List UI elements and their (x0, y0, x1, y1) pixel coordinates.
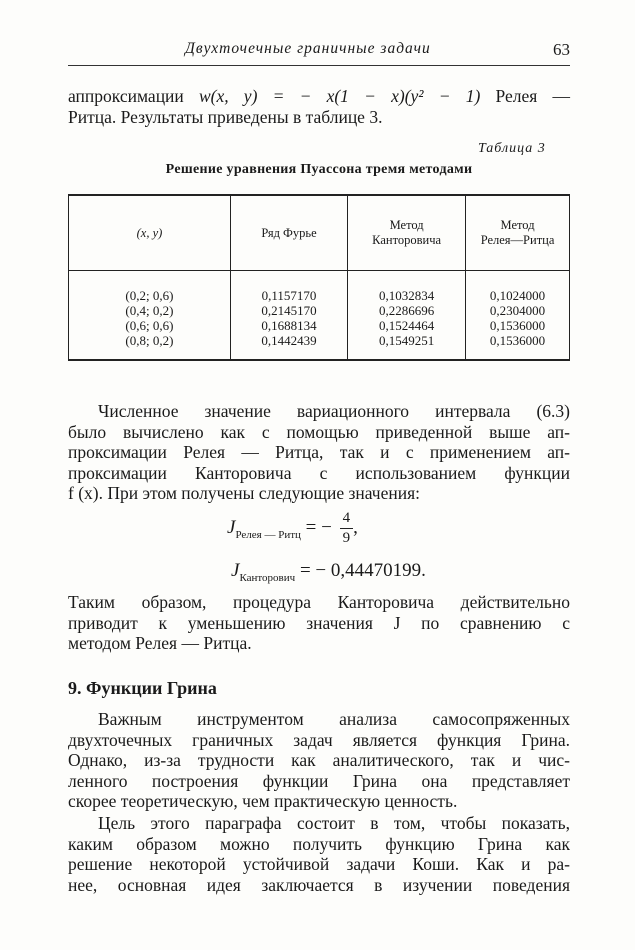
header-rule (68, 65, 570, 66)
formula-kantorovich: $J_{Канторович}$ = − 0,44470199. (231, 560, 426, 584)
text-line: Таким образом, процедура Канторовича действительно (68, 592, 570, 612)
table-row: (0,4; 0,2) 0,2145170 0,2286696 0,2304000 (69, 303, 570, 318)
text-line: проксимации Канторовича с использованием функции (68, 462, 570, 483)
page-number: 63 (553, 40, 570, 59)
text-line: каким образом можно получить функцию Грина как (68, 833, 570, 854)
formula-rayleigh-ritz: $J_{Релея — Ритц}$ = − $\frac{4}{9}$ , (227, 510, 358, 546)
text-line: Однако, из-за трудности как аналитического, так и чис- (68, 750, 570, 771)
text-line: Численное значение вариационного интервала (6.3) (98, 401, 570, 421)
text-line: f (x). При этом получены следующие значения: (68, 483, 421, 504)
paragraph-green-goal (68, 813, 570, 895)
paragraph-green-intro (68, 709, 570, 812)
fraction: $\frac{4}{9}$ (340, 510, 354, 547)
text-line: Цель этого параграфа состоит в том, чтобы показать, (98, 813, 570, 833)
section-heading: 9. Функции Грина (68, 678, 217, 698)
text-line: проксимации Релея — Ритца, так и с применением ап- (68, 442, 570, 463)
text-line: двухточечных граничных задач является функция Грина. (68, 729, 570, 750)
text-line: решение некоторой устойчивой задачи Коши. Как и ра- (68, 854, 570, 875)
text-line: Важным инструментом анализа самосопряженных (98, 709, 570, 729)
text-line: было вычислено как с помощью приведенной выше ап- (68, 421, 570, 442)
inline-formula: w(x, y) = − x(1 − x)(y² − 1) (198, 86, 481, 106)
column-header-xy: (x, y) (69, 195, 231, 271)
column-header-fourier: Ряд Фурье (230, 195, 347, 271)
table-caption: Таблица 3 (478, 141, 546, 156)
text-line: приводит к уменьшению значения J по сравнению с (68, 612, 570, 633)
table-row: (0,8; 0,2) 0,1442439 0,1549251 0,1536000 (69, 333, 570, 360)
running-title: Двухточечные граничные задачи (185, 40, 431, 57)
text-line: Ритца. Результаты приведены в таблице 3. (68, 106, 383, 127)
text-line: методом Релея — Ритца. (68, 633, 252, 654)
results-table (68, 194, 570, 361)
column-header-rayleigh-ritz: Метод Релея—Ритца (466, 195, 570, 271)
column-header-kantorovich: Метод Канторовича (348, 195, 466, 271)
text-line: нее, основная идея заключается в изучении поведения (68, 874, 570, 895)
table-row: (0,2; 0,6) 0,1157170 0,1032834 0,1024000 (69, 271, 570, 304)
text-line: скорее теоретическую, чем практическую ценность. (68, 791, 458, 812)
paragraph-conclusion (68, 592, 570, 654)
text-line: ленного построения функции Грина она представляет (68, 770, 570, 791)
table-title: Решение уравнения Пуассона тремя методами (165, 162, 473, 177)
paragraph-variational (68, 401, 570, 504)
text-line: аппроксимации w(x, y) = − x(1 − x)(y² − 1) Релея — (68, 86, 570, 106)
table-row: (0,6; 0,6) 0,1688134 0,1524464 0,1536000 (69, 318, 570, 333)
intro-paragraph (68, 86, 570, 127)
